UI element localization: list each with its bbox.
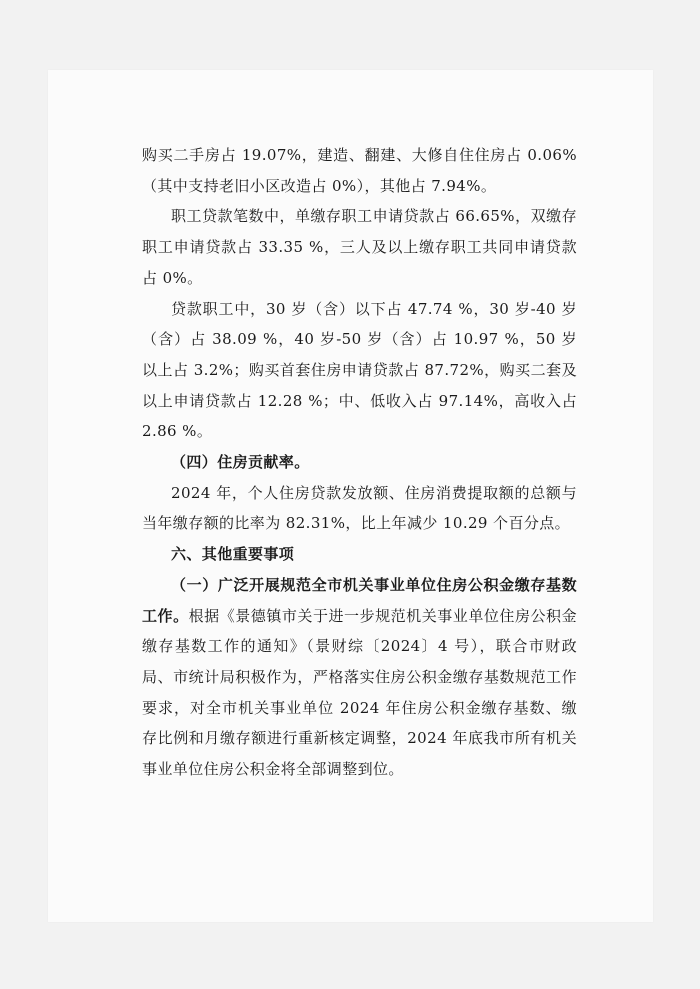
paragraph-loan-age-income: 贷款职工中，30 岁（含）以下占 47.74 %，30 岁-40 岁（含）占 38.09 %，40 岁-50 岁（含）占 10.97 %，50 岁以上占 3.2%；购买首套住房申请贷款占 87.72%，购买二套及以上申请贷款占 12.28 %；中、低收入占 97.14%，高收入占 2.86 %。 <box>142 299 577 441</box>
subheading-housing-contribution: （四）住房贡献率。 <box>171 453 310 472</box>
document-body <box>142 140 577 785</box>
item-one-body: 根据《景德镇市关于进一步规范机关事业单位住房公积金缴存基数工作的通知》（景财综〔2024〕4 号），联合市财政局、市统计局积极作为，严格落实住房公积金缴存基数规范工作要求，对全市机关事业单位 2024 年住房公积金缴存基数、缴存比例和月缴存额进行重新核定调整，2024 年底我市所有机关事业单位住房公积金将全部调整到位。 <box>142 606 577 779</box>
item-one-title: （一）广泛开展规范全市机关事业单位住房公积金缴存基数工作。 <box>142 575 577 625</box>
paragraph-housing-purchase-share: 购买二手房占 19.07%，建造、翻建、大修自住住房占 0.06%（其中支持老旧小区改造占 0%），其他占 7.94%。 <box>142 146 577 195</box>
paragraph-item-one <box>142 570 577 785</box>
section-heading-other-matters: 六、其他重要事项 <box>171 545 295 564</box>
paragraph-contribution-rate: 2024 年，个人住房贷款发放额、住房消费提取额的总额与当年缴存额的比率为 82.31%，比上年减少 10.29 个百分点。 <box>142 483 577 533</box>
paragraph-loan-applicant-type: 职工贷款笔数中，单缴存职工申请贷款占 66.65%，双缴存职工申请贷款占 33.35 %，三人及以上缴存职工共同申请贷款占 0%。 <box>142 207 577 287</box>
